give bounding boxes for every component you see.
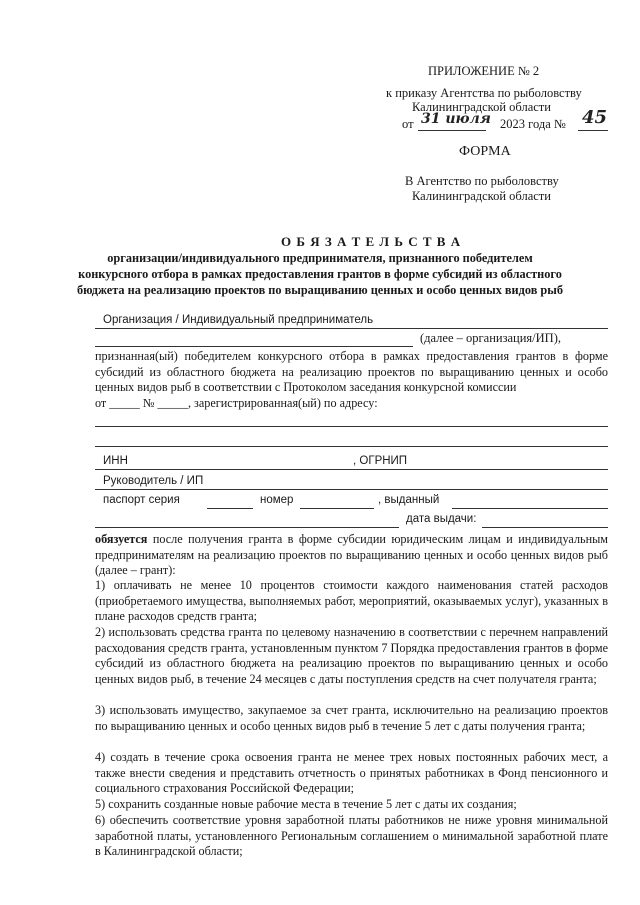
form-title: ФОРМА [459,144,511,159]
obligation-item-1: 1) оплачивать не менее 10 процентов стоимости каждого наименования статей расходов (приобретаемого имущества, выполняемых работ, мероприятий, оказываемых услуг), указанных в плане расходов средств гранта; [95,578,608,624]
doc-title: О Б Я З А Т Е Л Ь С Т В А [281,234,462,249]
ogrnip-label: , ОГРНИП [353,455,408,467]
addressee-line-1: В Агентство по рыболовству [405,174,559,188]
obligation-item-6: 6) обеспечить соответствие уровня заработной платы работников не ниже уровня минимальной заработной платы, установленного Региональным соглашением о минимальной заработной плате в Калининградской области; [95,813,608,859]
obligation-item-2: 2) использовать средства гранта по целевому назначению в соответствии с перечнем направлений расходования средств гранта, установленным пунктом 7 Порядка предоставления грантов в форме субсидий из областного бюджета на реализацию проектов по выращиванию ценных и особо ценных видов рыб, в течение 24 месяцев с даты поступления средств на счет получателя гранта; [95,625,608,686]
head-label: Руководитель / ИП [103,475,204,487]
handwritten-date: 31 июля [421,111,491,127]
org-line-1 [95,328,608,329]
inn-label: ИНН [103,455,128,467]
recognized-text: признанная(ый) победителем конкурсного отбора в рамках предоставления грантов в форме субсидий из областного бюджета на реализацию проектов по выращиванию ценных и особо ценных видов рыб в соответствии с Протоколом заседания конкурсной комиссии [95,349,608,395]
org-line-2 [95,346,413,347]
obligations-intro [95,532,608,579]
obligations-intro-bold: обязуется [95,532,148,546]
order-line-2: Калининградской области [412,100,551,114]
order-line-1: к приказу Агентства по рыболовству [386,86,582,100]
issue-date-line [482,527,608,528]
obligations-intro-text: после получения гранта в форме субсидии юридическим лицам и индивидуальным предпринимателям на реализацию проектов по выращиванию ценных и особо ценных видов рыб (далее – грант): [95,532,609,578]
handwritten-number: 45 [582,107,608,128]
passport-number-label: номер [260,494,294,506]
obligation-item-3: 3) использовать имущество, закупаемое за счет гранта, исключительно на реализацию проектов по выращиванию ценных и особо ценных видов рыб в течение 5 лет с даты получения гранта; [95,703,608,733]
obligation-item-4: 4) создать в течение срока освоения гранта не менее трех новых постоянных рабочих мест, а также внести сведения и представить отчетность о принятых работниках в Фонд пенсионного и социального страхования Российской Федерации; [95,750,608,796]
org-label: Организация / Индивидуальный предприниматель [103,314,374,326]
doc-subtitle-2: конкурсного отбора в рамках предоставления грантов в форме субсидий из областного [78,267,562,281]
number-underline [578,130,608,131]
order-from: от [402,117,414,131]
date-underline [418,130,486,131]
order-year: 2023 года № [500,117,566,131]
address-line-2 [95,446,608,447]
issued-line-2 [95,527,399,528]
addressee-line-2: Калининградской области [412,189,551,203]
doc-subtitle-3: бюджета на реализацию проектов по выращиванию ценных и особо ценных видов рыб [76,283,564,297]
protocol-line: от _____ № _____, зарегистрированная(ый) по адресу: [95,396,378,410]
passport-series-line [207,508,253,509]
passport-series-label: паспорт серия [103,494,180,506]
issued-label: , выданный [378,494,440,506]
obligation-item-5: 5) сохранить созданные новые рабочие места в течение 5 лет с даты их создания; [95,797,517,811]
issued-line [452,508,608,509]
inn-line [95,469,608,470]
address-line-1 [95,426,608,427]
org-note: (далее – организация/ИП), [420,331,561,345]
issue-date-label: дата выдачи: [406,513,477,525]
head-line [95,489,608,490]
passport-number-line [300,508,374,509]
doc-subtitle-1: организации/индивидуального предпринимателя, признанного победителем [107,251,533,265]
appendix-label: ПРИЛОЖЕНИЕ № 2 [428,64,540,78]
